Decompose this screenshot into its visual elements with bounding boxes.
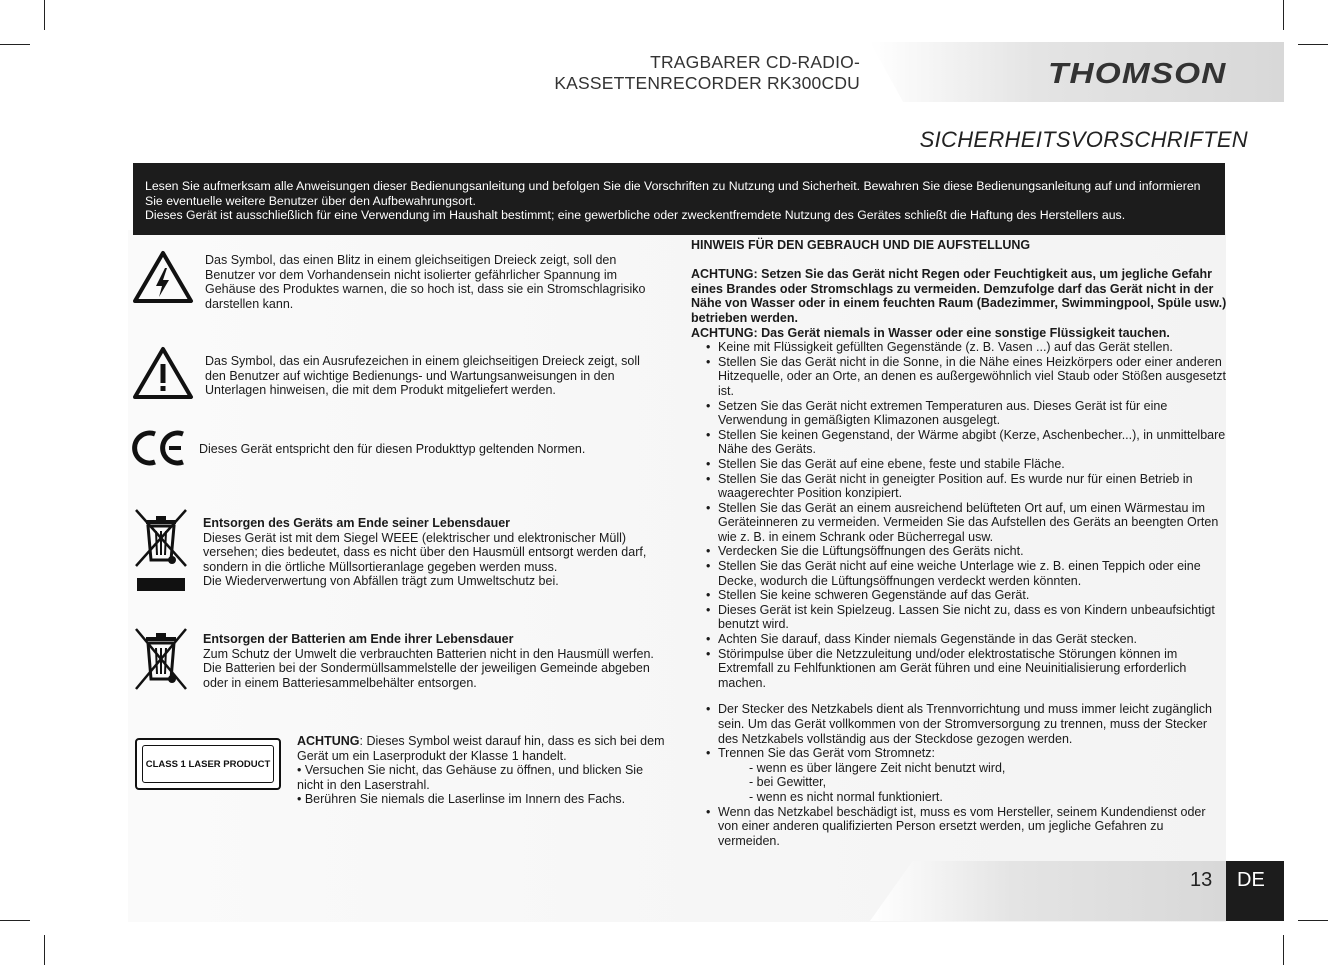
crop-mark — [0, 920, 30, 921]
list-item: • Wenn das Netzkabel beschädigt ist, muss es vom Hersteller, seinem Kundendienst oder von einer anderen qualifizierten Person ersetzt werden, um jegliche Gefahren zu vermeiden. — [706, 804, 1206, 848]
disconnect-condition: - bei Gewitter, — [749, 775, 827, 790]
laser-warning-text: : Dieses Symbol weist darauf hin, dass es sich bei dem Gerät um ein Laserprodukt der Klasse 1 handelt. — [297, 734, 665, 763]
battery-text-2: Die Batterien bei der Sondermüllsammelstelle der jeweiligen Gemeinde abgeben oder in einem Batteriesammelbehälter entsorgen. — [203, 661, 650, 690]
page-number: 13 — [1190, 869, 1213, 891]
lightning-warning-icon — [132, 250, 194, 304]
usage-heading: HINWEIS FÜR DEN GEBRAUCH UND DIE AUFSTELLUNG — [691, 238, 1031, 252]
intro-text: Lesen Sie aufmerksam alle Anweisungen dieser Bedienungsanleitung und befolgen Sie die Vorschriften zu Nutzung und Sicherheit. Bewahren Sie diese Bedienungsanleitung auf und informieren Sie eventuelle weitere Benutzer über den Aufbewahrungsort. — [145, 179, 1201, 208]
list-item: • Keine mit Flüssigkeit gefüllten Gegenstände (z. B. Vasen ...) auf das Gerät stellen. — [706, 340, 1173, 355]
list-item: • Der Stecker des Netzkabels dient als Trennvorrichtung und muss immer leicht zugänglich sein. Um das Gerät vollkommen von der Stromversorgung zu trennen, muss der Stecker des Netzkabels vollständig aus der Steckdose gezogen werden. — [706, 702, 1212, 746]
laser-label-text: CLASS 1 LASER PRODUCT — [142, 745, 274, 783]
crop-mark — [1283, 0, 1284, 30]
laser-label — [135, 738, 281, 790]
list-item: • Stellen Sie das Gerät nicht auf eine weiche Unterlage wie z. B. einen Teppich oder eine Decke, wodurch die Lüftungsöffnungen verdeckt werden könnten. — [706, 559, 1201, 588]
power-bullet-list — [691, 702, 1227, 760]
crop-mark — [0, 44, 30, 45]
disconnect-condition: - wenn es nicht normal funktioniert. — [749, 789, 943, 804]
ce-symbol-text: Dieses Gerät entspricht den für diesen Produkttyp geltenden Normen. — [199, 442, 586, 456]
battery-title: Entsorgen der Batterien am Ende ihrer Lebensdauer — [203, 632, 514, 646]
usage-bullet-list — [691, 340, 1227, 690]
list-item: • Stellen Sie das Gerät nicht in die Sonne, in die Nähe eines Heizkörpers oder einer anderen Hitzequelle, oder an Orte, an denen es außergewöhnlich viel Staub oder Stößen ausgesetzt ist. — [706, 354, 1226, 398]
weee-text-2: Die Wiederverwertung von Abfällen trägt zum Umweltschutz bei. — [203, 574, 559, 589]
disconnect-condition: - wenn es über längere Zeit nicht benutzt wird, — [749, 760, 1006, 775]
list-item: • Setzen Sie das Gerät nicht extremen Temperaturen aus. Dieses Gerät ist für eine Verwendung in gemäßigten Klimazonen ausgelegt. — [706, 398, 1168, 428]
crossed-battery-bin-icon — [132, 627, 190, 693]
cable-bullet-list — [691, 805, 1227, 849]
weee-text-block — [203, 516, 665, 589]
list-item: • Stellen Sie das Gerät nicht in geneigter Position auf. Es wurde nur für einen Betrieb in waagerechter Position konzipiert. — [706, 471, 1193, 501]
list-item: • Trennen Sie das Gerät vom Stromnetz: — [706, 746, 935, 761]
ce-mark-icon — [131, 428, 189, 468]
warning-moisture: ACHTUNG: Setzen Sie das Gerät nicht Regen oder Feuchtigkeit aus, um jegliche Gefahr eines Brandes oder Stromschlags zu vermeiden. Demzufolge darf das Gerät nicht in der Nähe von Wasser oder in einem feuchten Raum (Badezimmer, Swimmingpool, Spüle usw.) betrieben werden. — [691, 267, 1227, 325]
list-item: • Dieses Gerät ist kein Spielzeug. Lassen Sie nicht zu, dass es von Kindern unbeaufsichtigt benutzt wird. — [706, 602, 1215, 632]
thomson-logo: THOMSON — [1048, 58, 1227, 90]
list-item: • Stellen Sie das Gerät an einem ausreichend belüfteten Ort auf, um einen Wärmestau im Geräteinneren zu vermeiden. Vermeiden Sie das Aufstellen des Geräts an beengten Orten wie z. B. in einem Schrank oder Bücherregal usw. — [706, 500, 1219, 544]
crop-mark — [1298, 920, 1328, 921]
crop-mark — [44, 0, 45, 30]
battery-text-block — [203, 632, 665, 690]
laser-text-block — [297, 734, 669, 807]
list-item: • Achten Sie darauf, dass Kinder niemals Gegenstände in das Gerät stecken. — [706, 632, 1137, 647]
language-tab: DE — [1226, 861, 1284, 921]
usage-instructions — [691, 238, 1227, 848]
battery-text: Zum Schutz der Umwelt die verbrauchten Batterien nicht in den Hausmüll werfen. — [203, 646, 654, 661]
footer-band — [870, 861, 1226, 921]
list-item: • Störimpulse über die Netzzuleitung und/oder elektrostatische Störungen können im Extremfall zu Fehlfunktionen am Gerät führen und eine Neuinitialisierung erforderlich machen. — [706, 646, 1187, 690]
list-item: • Stellen Sie das Gerät auf eine ebene, feste und stabile Fläche. — [706, 456, 1065, 471]
section-title: SICHERHEITSVORSCHRIFTEN — [919, 127, 1248, 152]
exclamation-warning-icon — [132, 346, 194, 400]
laser-warning-label: ACHTUNG — [297, 734, 360, 748]
laser-bullet: • Versuchen Sie nicht, das Gehäuse zu öffnen, und blicken Sie nicht in den Laserstrahl. — [297, 763, 644, 792]
lightning-symbol-text: Das Symbol, das einen Blitz in einem gleichseitigen Dreieck zeigt, soll den Benutzer vor dem Vorhandensein nicht isolierter gefährlicher Spannung im Gehäuse des Produktes warnen, die so hoch ist, dass sie ein Stromschlagrisiko darstellen kann. — [205, 253, 646, 311]
list-item: • Stellen Sie keinen Gegenstand, der Wärme abgibt (Kerze, Aschenbecher...), in unmittelbare Nähe des Geräts. — [706, 427, 1226, 457]
crop-mark — [1283, 935, 1284, 965]
crop-mark — [44, 935, 45, 965]
crossed-bin-icon — [132, 506, 190, 594]
weee-text: Dieses Gerät ist mit dem Siegel WEEE (elektrischer und elektronischer Müll) versehen; dies bedeutet, dass es nicht über den Hausmüll entsorgt werden darf, sondern in die örtliche Müllsortieranlage gegeben werden muss. — [203, 530, 647, 574]
intro-text: Dieses Gerät ist ausschließlich für eine Verwendung im Haushalt bestimmt; eine gewerbliche oder zweckentfremdete Nutzung des Gerätes schließt die Haftung des Herstellers aus. — [145, 208, 1126, 222]
weee-title: Entsorgen des Geräts am Ende seiner Lebensdauer — [203, 516, 511, 530]
laser-bullet: • Berühren Sie niemals die Laserlinse im Innern des Fachs. — [297, 792, 626, 807]
crop-mark — [1298, 44, 1328, 45]
exclamation-symbol-text: Das Symbol, das ein Ausrufezeichen in einem gleichseitigen Dreieck zeigt, soll den Benutzer auf wichtige Bedienungs- und Wartungsanweisungen in den Unterlagen hinweisen, die mit dem Produkt mitgeliefert werden. — [205, 354, 640, 398]
list-item: • Stellen Sie keine schweren Gegenstände auf das Gerät. — [706, 588, 1030, 603]
intro-box — [133, 163, 1225, 235]
product-title: TRAGBARER CD-RADIO- KASSETTENRECORDER RK300CDU — [554, 52, 860, 93]
warning-immersion: ACHTUNG: Das Gerät niemals in Wasser oder eine sonstige Flüssigkeit tauchen. — [691, 325, 1170, 340]
list-item: • Verdecken Sie die Lüftungsöffnungen des Geräts nicht. — [706, 544, 1024, 559]
